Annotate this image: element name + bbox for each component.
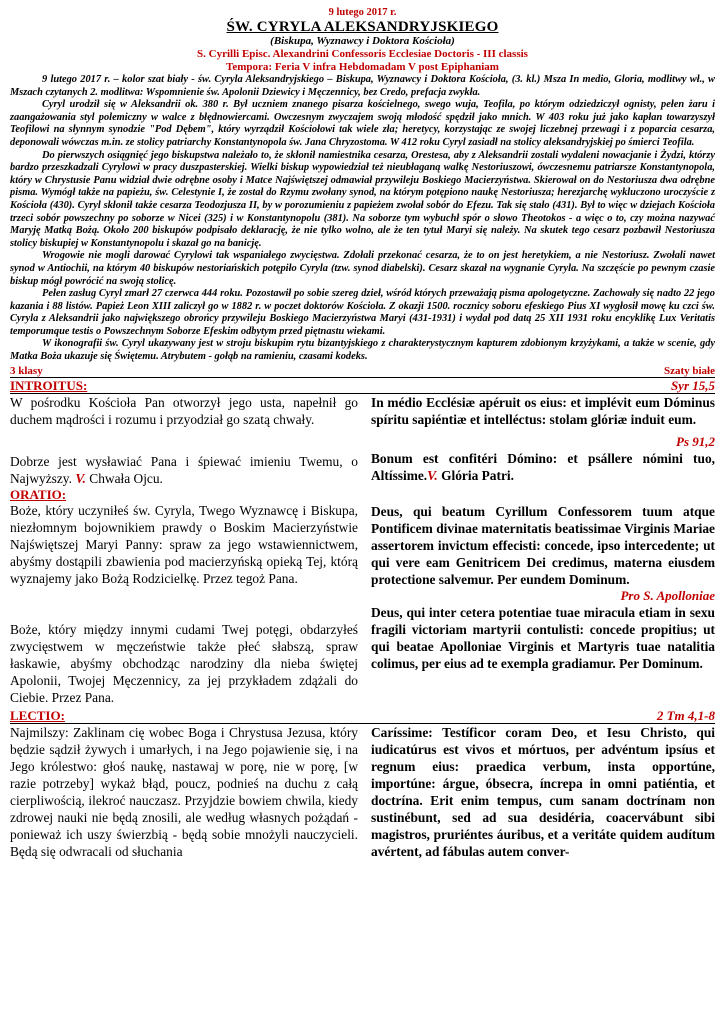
introitus-label: INTROITUS: xyxy=(10,377,88,393)
intro-paragraph: Wrogowie nie mogli darować Cyrylowi tak wspaniałego zwycięstwa. Zdołali przekonać cesarza, że to on jest heretykiem, a nie Nestoriusz. Zwołali nawet synod w Antiochii, na którym 40 biskupów nestoriańskich potępiło Cyryla (tzw. synod diabelski). Cesarz skazał na wygnanie Cyryla. Na szczęście po pewnym czasie biskup mógł powrócić na swoją stolicę. xyxy=(10,250,715,287)
ps-la-text: Bonum est confitéri Dómino: et psállere nómini tuo, Altíssime. xyxy=(371,450,715,483)
lectio-columns xyxy=(10,724,715,860)
gloria-la: Glória Patri. xyxy=(441,467,514,483)
latin-title: S. Cyrilli Episc. Alexandrini Confessoris Ecclesiae Doctoris - III classis xyxy=(197,48,528,60)
document-page xyxy=(10,0,715,860)
introitus-ref: Syr 15,5 xyxy=(670,377,715,393)
lectio-la-text: Caríssime: Testíficor coram Deo, et Iesu Christo, qui iudicatúrus est vivos et mórtuos, per advéntum ipsíus et regnum eius: praedica verbum, insta opportúne, importúne: árgue, óbsecra, íncrepa in omni patiéntia, et doctrína. Erit enim tempus, cum sanam doctrínam non sustinébunt, sed ad sua desidéria, coacervábunt sibi magistros, pruriéntes áuribus, et a veritáte quidem audítum avértent, ad fábulas autem conver- xyxy=(371,724,715,859)
introitus-ps-pl xyxy=(10,453,358,487)
page-subtitle: (Biskupa, Wyznawcy i Doktora Kościoła) xyxy=(270,35,455,47)
intro-text xyxy=(10,74,715,364)
intro-paragraph: Do pierwszych osiągnięć jego biskupstwa należało to, że skłonił namiestnika cesarza, Orestesa, aby z Aleksandrii zostali wydaleni nowacjanie i Żydzi, którzy bardzo przeszkadzali Cyrylowi w pracy duszpasterskiej. Wielki biskup wypowiedział też nieubłaganą walkę Nestoriuszowi, ówczesnemu patriarsze Konstantynopola, który w Chrystusie Panu widział dwie odrębne osoby i Matce Najświętszej odmawiał przywileju Boskiego Macierzyństwa. Skierował on do Nestoriusza dwa odrębne pisma. Wymógł także na papieżu, św. Celestynie I, że został do Rzymu zwołany synod, na którym potępiono naukę Nestoriusza; herezjarchę wykluczono uroczyście z Kościoła (430). Cyryl skłonił także cesarza Teodozjusza II, by w porozumieniu z papieżem zwołał sobór do Efezu. Tak się stało (431). Był to więc w dziejach Kościoła trzeci sobór powszechny po soborze w Nicei (325) i w Konstantynopolu (381). Na soborze tym wybuchł spór o słowo Theotokos - a więc o to, czy można nazywać Maryję Matką Bożą. Około 200 biskupów podpisało deklarację, że nie tylko wolno, ale że ten tytuł Maryi się należy. Na skutek tego cesarz pozbawił Nestoriusza stolicy biskupiej w Konstantynopolu i skazał go na banicję. xyxy=(10,149,715,249)
oratio-pl-text: Boże, który uczyniłeś św. Cyryla, Twego Wyznawcę i Biskupa, niezłomnym bojownikiem prawdy o Boskim Macierzyństwie Najświętszej Maryi Panny: spraw za jego wstawiennictwem, abyśmy dostąpili zbawienia pod macierzyńską opieką Tej, którą wyznajemy jako Bożą Rodzicielkę. Przez tegoż Pana. xyxy=(10,502,358,586)
oratio-label: ORATIO: xyxy=(10,486,67,502)
ps-pl-text: Dobrze jest wysławiać Pana i śpiewać imieniu Twemu, o Najwyższy. xyxy=(10,453,358,486)
intro-paragraph: Pełen zasług Cyryl zmarł 27 czerwca 444 roku. Pozostawił po sobie szereg dzieł, wśród których przeważają pisma apologetyczne. Zachowały się nadto 22 jego kazania i 88 listów. Papież Leon XIII zaliczył go w 1882 r. w poczet doktorów Kościoła. Z okazji 1500. rocznicy soboru efeskiego Pius XI wygłosił mowę ku czci św. Cyryla z Aleksandrii jako największego obrońcy przywileju Boskiego Macierzyństwa Maryi (431-1931) i wydał pod datą 25 XII 1931 roku encyklikę Lux Veritatis temporumque testis o Powszechnym Soborze Efeskim odbytym przed piętnastu wiekami. xyxy=(10,288,715,337)
lectio-header xyxy=(10,708,715,724)
introitus-header xyxy=(10,378,715,394)
vestment-color: Szaty białe xyxy=(663,364,715,377)
lectio-pl-text: Najmilszy: Zaklinam cię wobec Boga i Chrystusa Jezusa, który będzie sądził żywych i umarłych, i na Jego pojawienie się, i na Jego królestwo: głoś naukę, nastawaj w porę, nie w porę, [w razie potrzeby] wykaż błąd, poucz, podnieś na duchu z całą cierpliwością, ilekroć nauczasz. Przyjdzie bowiem chwila, kiedy zdrowej nauki nie będą znosili, ale według własnych pożądań - ponieważ ich uszy świerzbią - będą sobie mnożyli nauczycieli. Będą się odwracali od słuchania xyxy=(10,724,358,859)
class-row xyxy=(10,365,715,378)
versicle-mark: V. xyxy=(75,470,86,486)
introitus-pl-text: W pośrodku Kościoła Pan otworzył jego usta, napełnił go duchem mądrości i rozumu i przyodział go szatą chwały. xyxy=(10,394,358,427)
introitus-columns xyxy=(10,394,715,487)
oratio-latin xyxy=(371,489,715,706)
intro-paragraph: W ikonografii św. Cyryl ukazywany jest w stroju biskupim rytu bizantyjskiego z charakterystycznym kapturem zdobionym krzyżykami, a także w scenie, gdy Matka Boża ukazuje się Świętemu. Atrybutem - gołąb na ramieniu, czasami kodeks. xyxy=(10,338,715,363)
lectio-label: LECTIO: xyxy=(10,707,65,723)
oratio-polish xyxy=(10,502,358,706)
page-title: ŚW. CYRYLA ALEKSANDRYJSKIEGO xyxy=(226,19,499,35)
psalm-ref: Ps 91,2 xyxy=(676,433,715,449)
apollonia-pl-text: Boże, który między innymi cudami Twej potęgi, obdarzyłeś zwycięstwem w męczeństwie także płeć słabszą, spraw łaskawie, abyśmy obchodząc narodziny dla nieba świętej Apolonii, Twojej Męczennicy, za jej przykładem zdążali do Ciebie. Przez Pana. xyxy=(10,621,358,705)
lectio-ref: 2 Tm 4,1-8 xyxy=(656,707,715,723)
oratio-la-text: Deus, qui beatum Cyrillum Confessorem tuum atque Pontificem divinae maternitatis beatissimae Virginis Mariae assertorem invictum effecisti: concede, ipso intercedente; ut qui vere eam Genitricem Dei credimus, materna eiusdem protectione salvemur. Per eundem Dominum. xyxy=(371,503,715,587)
tempora-line: Tempora: Feria V infra Hebdomadam V post Epiphaniam xyxy=(226,61,499,73)
lectio-latin xyxy=(371,724,715,860)
introitus-polish xyxy=(10,394,358,487)
oratio-columns xyxy=(10,502,715,706)
intro-paragraph: 9 lutego 2017 r. – kolor szat biały - św. Cyryla Aleksandryjskiego – Biskupa, Wyznawcy i Doktora Kościoła, (3. kl.) Msza In medio, Gloria, modlitwy wł., w Mszach czytanych 2. modlitwa: Wspomnienie św. Apolonii Dziewicy i Męczennicy, bez Credo, prefacja zwykła. xyxy=(10,74,715,98)
introitus-la-text: In médio Ecclésiæ apéruit os eius: et implévit eum Dóminus spíritu sapiéntiæ et intelléctus: stolam glóriæ induit eum. xyxy=(371,394,715,427)
introitus-latin xyxy=(371,394,715,487)
gloria-pl: Chwała Ojcu. xyxy=(89,470,163,486)
introitus-ps-la xyxy=(371,450,715,484)
lectio-polish xyxy=(10,724,358,860)
class-label: 3 klasy xyxy=(10,364,43,377)
apollonia-la-text: Deus, qui inter cetera potentiae tuae miracula etiam in sexu fragili victoriam martyrii contulisti: concede propitius; ut qui beatae Apolloniae Virginis et Martyris tuae natalitia colimus, per eius ad te exempla gradiamur. Per Dominum. xyxy=(371,604,715,671)
intro-paragraph: Cyryl urodził się w Aleksandrii ok. 380 r. Był uczniem znanego pisarza kościelnego, swego wuja, Teofila, po którym odziedziczył ognisty, pełen żaru i zaangażowania styl polemiczny w walce z błędnowiercami. Owczesnym zwyczajem swoją młodość spędził jako mnich. W 403 roku już jako kapłan towarzyszył Teofilowi na słynnym synodzie "Pod Dębem", który wyrządził Kościołowi tak wiele zła; heretycy, korzystając ze swojej liczebnej przewagi i z poparcia cesarza, deponowali wówczas m.in. ze stolicy patriarchy Konstantynopola św. Jana Chryzostoma. W 412 roku Cyryl zasiadł na stolicy aleksandryjskiej po śmierci Teofila. xyxy=(10,99,715,148)
apollonia-ref: Pro S. Apolloniae xyxy=(620,587,715,603)
versicle-mark: V. xyxy=(427,467,438,483)
date-heading: 9 lutego 2017 r. xyxy=(328,7,397,18)
